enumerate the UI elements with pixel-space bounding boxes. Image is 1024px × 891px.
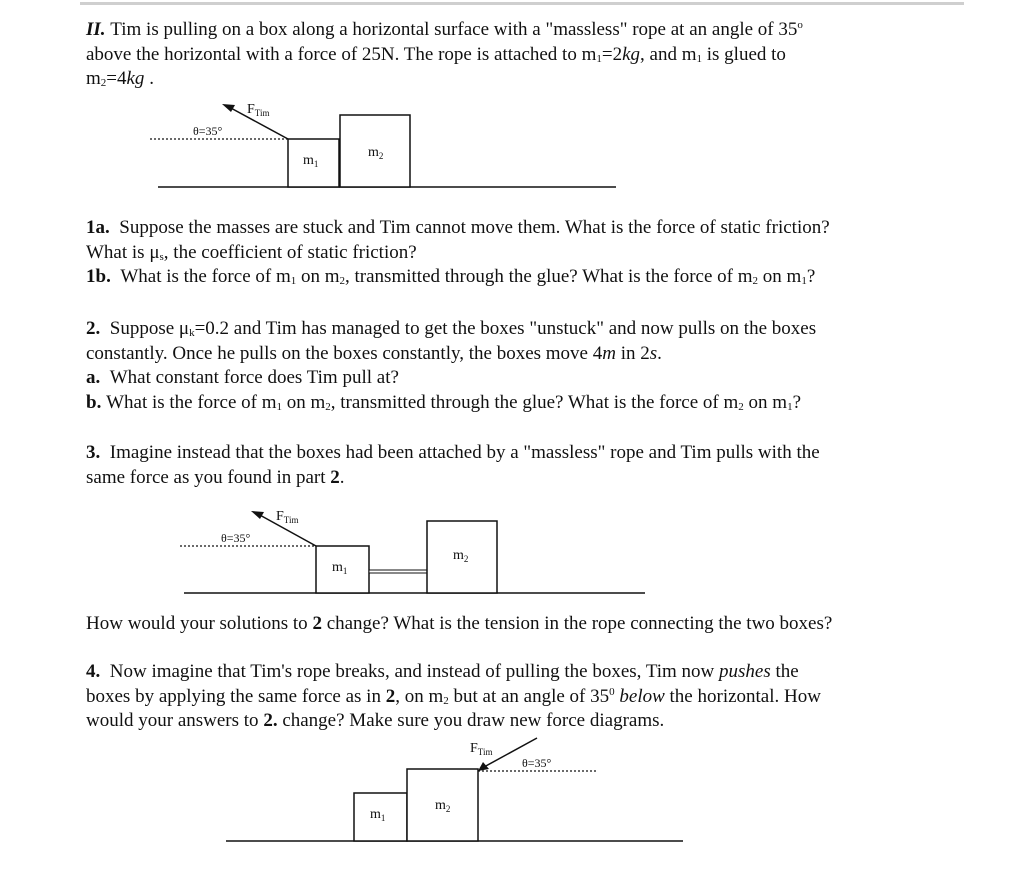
question-2b-label: b.	[86, 391, 102, 413]
question-4: 4. Now imagine that Tim's rope breaks, and instead of pulling the boxes, Tim now pushes the boxes by applying the same force as in 2, on $m_2$ but at an angle of $35^0$ below the horizontal. How would your answers to 2. change? Make sure you draw new force diagrams.	[86, 661, 821, 731]
question-4-label: 4.	[86, 661, 101, 682]
connecting-rope	[369, 570, 427, 573]
box-m2-label: $m_2$	[453, 548, 469, 564]
angle-label: θ=35°	[522, 756, 552, 770]
angle-label: θ=35°	[221, 531, 251, 545]
diagram-pushed-boxes	[0, 732, 1024, 852]
force-label: $F_{Tim}$	[247, 102, 270, 118]
box-m2-label: $m_2$	[368, 145, 384, 161]
question-3-follow-up: How would your solutions to 2 change? What is the tension in the rope connecting the two boxes?	[86, 613, 833, 634]
question-3-label: 3.	[86, 442, 101, 463]
diagram-rope-connected-boxes	[0, 500, 1024, 610]
force-arrowhead	[478, 762, 489, 771]
top-rule	[80, 2, 964, 5]
box-m2-label: $m_2$	[435, 798, 451, 814]
question-3: 3. Imagine instead that the boxes had been attached by a "massless" rope and Tim pulls with the same force as you found in part 2.	[86, 442, 820, 488]
question-1a-label: 1a.	[86, 217, 110, 238]
question-2-label: 2.	[86, 318, 101, 339]
question-2a-label: a.	[86, 367, 101, 388]
force-label: $F_{Tim}$	[470, 741, 493, 757]
problem-number: II.	[86, 19, 106, 40]
force-arrowhead	[222, 104, 235, 112]
box-m1-label: $m_1$	[303, 153, 319, 169]
force-arrowhead	[251, 511, 264, 519]
box-m1-label: $m_1$	[332, 560, 348, 576]
angle-label: θ=35°	[193, 124, 223, 138]
question-1b-label: 1b.	[86, 266, 111, 287]
force-label: $F_{Tim}$	[276, 509, 299, 525]
problem-intro: II. Tim is pulling on a box along a horizontal surface with a "massless" rope at an angle of 35$^o$ above the horizontal with a force of 25N. The rope is attached to $m_1=2kg$, and $m_1$ is glued to $m_2=4kg$ .	[86, 19, 803, 89]
box-m1-label: $m_1$	[370, 807, 386, 823]
question-2: 2. Suppose $\mu_k=0.2$ and Tim has managed to get the boxes "unstuck" and now pulls on the boxes constantly. Once he pulls on the boxes constantly, the boxes move 4m in 2s. a. What constant force does Tim pull at? b. What is the force of $m_1$ on $m_2$, transmitted through the glue? What is the force of $m_2$ on $m_1$?	[86, 318, 817, 413]
question-1: 1a. Suppose the masses are stuck and Tim cannot move them. What is the force of static friction? What is $\mu_s$, the coefficient of static friction? 1b. What is the force of $m_1$ on $m_2$, transmitted through the glue? What is the force of $m_2$ on $m_1$?	[86, 217, 830, 287]
